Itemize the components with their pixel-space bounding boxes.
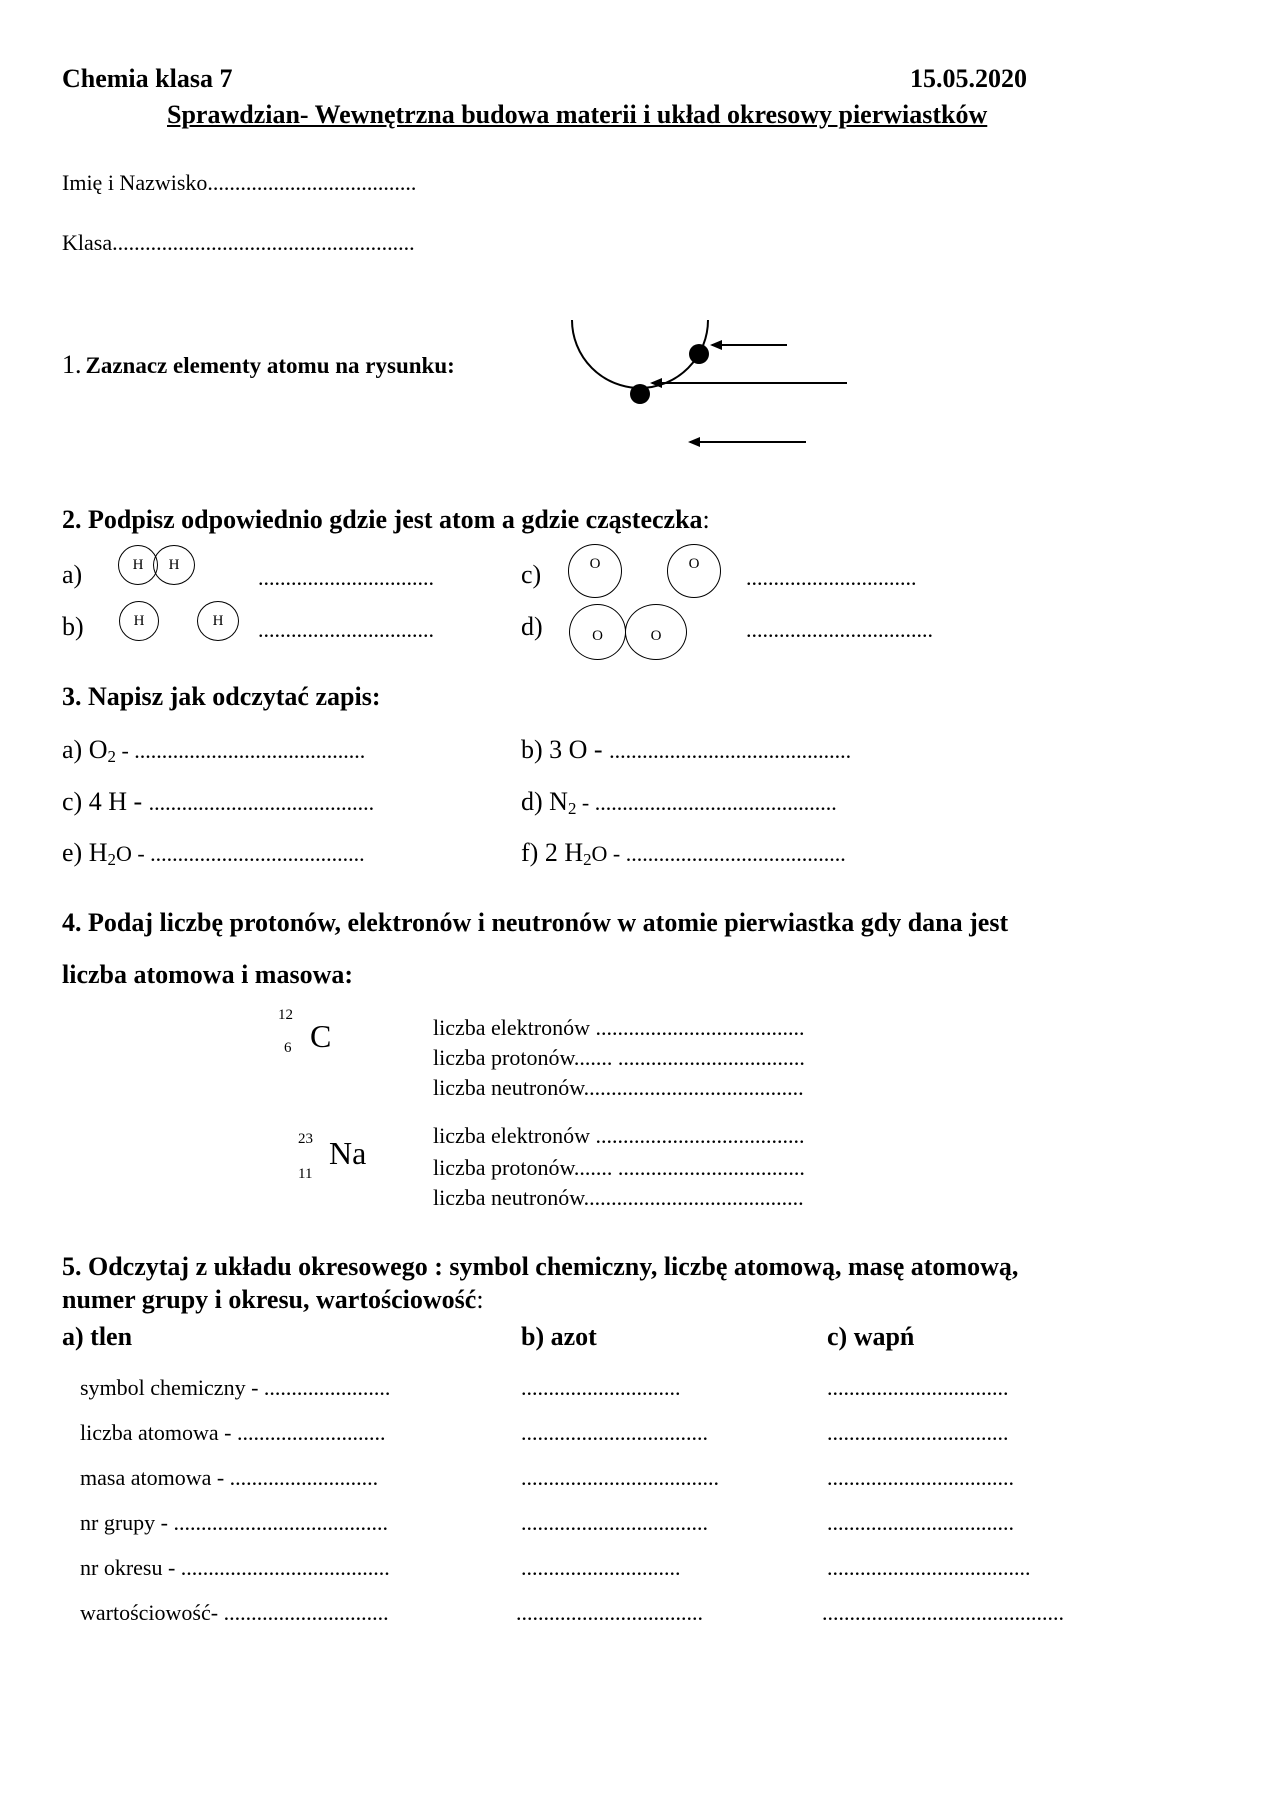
q2-item-a-label: a) (62, 560, 83, 589)
q5-row-symbol-b: ............................. (521, 1375, 681, 1400)
q5-row-mass-c: .................................. (827, 1465, 1014, 1490)
q2-item-a-blank: ................................ (258, 565, 434, 590)
class-field-label: Klasa....................................................... (62, 230, 415, 255)
carbon-neutrons: liczba neutronów........................................ (433, 1075, 804, 1100)
q2-item-b-label: b) (62, 612, 84, 641)
hydrogen-atom: H (153, 545, 195, 585)
hydrogen-atom: H (118, 545, 158, 585)
q3-item-b: b) 3 O - ............................................ (521, 735, 852, 764)
q5-row-valence-a: wartościowość- .............................. (80, 1600, 389, 1625)
q5-row-group-a: nr grupy - ....................................... (80, 1510, 388, 1535)
date-text: 15.05.2020 (910, 64, 1027, 93)
nucleus-dot (630, 384, 650, 404)
q5-row-period-b: ............................. (521, 1555, 681, 1580)
q2-item-c-blank: ............................... (746, 565, 917, 590)
question-4-title-line1: 4. Podaj liczbę protonów, elektronów i neutronów w atomie pierwiastka gdy dana jest (62, 908, 1009, 937)
carbon-electrons: liczba elektronów ...................................... (433, 1015, 805, 1040)
question-1-text: Zaznacz elementy atomu na rysunku: (85, 353, 455, 378)
name-field-label: Imię i Nazwisko...................................... (62, 170, 417, 195)
question-4-title-line2: liczba atomowa i masowa: (62, 960, 354, 989)
q5-row-symbol-c: ................................. (827, 1375, 1009, 1400)
question-2-text: 2. Podpisz odpowiednio gdzie jest atom a gdzie cząsteczka (62, 505, 703, 534)
q2-item-d-blank: .................................. (746, 617, 933, 642)
sodium-neutrons: liczba neutronów........................................ (433, 1185, 804, 1210)
subject-heading: Chemia klasa 7 (62, 64, 233, 93)
q3-item-a: a) $O_2$ - .......................................... (62, 735, 366, 767)
q5-column-c: c) wapń (827, 1322, 915, 1351)
q5-row-group-b: .................................. (521, 1510, 708, 1535)
q3-item-d: d) $N_2$ - ............................................ (521, 787, 837, 819)
oxygen-atom: O (569, 604, 626, 660)
question-1-number: 1. (62, 350, 82, 379)
hydrogen-atom: H (119, 601, 159, 641)
q2-item-c-label: c) (521, 560, 542, 589)
carbon-symbol: C (310, 1018, 332, 1054)
q5-row-atomic-b: .................................. (521, 1420, 708, 1445)
test-title: Sprawdzian- Wewnętrzna budowa materii i układ okresowy pierwiastków (167, 100, 988, 129)
q5-row-valence-c: ............................................ (822, 1600, 1064, 1625)
question-2-title (62, 505, 710, 535)
q5-column-a: a) tlen (62, 1322, 133, 1351)
question-5-title-line1: 5. Odczytaj z układu okresowego : symbol chemiczny, liczbę atomową, masę atomową, (62, 1252, 1019, 1281)
question-2-colon: : (702, 505, 710, 534)
q5-row-symbol-a: symbol chemiczny - ....................... (80, 1375, 391, 1400)
atom-shell (572, 320, 708, 388)
oxygen-atom: O (568, 544, 622, 598)
carbon-atomic-number: 6 (284, 1040, 292, 1056)
sodium-symbol: Na (329, 1135, 367, 1171)
q5-row-valence-b: .................................. (516, 1600, 703, 1625)
q3-item-f: f) 2 $H_2O$ - ........................................ (521, 838, 846, 870)
electron-dot (689, 344, 709, 364)
sodium-mass-number: 23 (298, 1131, 313, 1147)
carbon-mass-number: 12 (278, 1007, 293, 1023)
oxygen-atom: O (667, 544, 721, 598)
hydrogen-atom: H (197, 601, 239, 641)
carbon-protons: liczba protonów....... .................................. (433, 1045, 805, 1070)
q5-row-group-c: .................................. (827, 1510, 1014, 1535)
q2-item-d-label: d) (521, 612, 543, 641)
q5-row-period-c: ..................................... (827, 1555, 1031, 1580)
q3-item-c: c) 4 H - ......................................... (62, 787, 375, 816)
sodium-atomic-number: 11 (298, 1166, 313, 1182)
q5-row-period-a: nr okresu - ...................................... (80, 1555, 390, 1580)
q5-row-atomic-a: liczba atomowa - ........................... (80, 1420, 386, 1445)
q3-item-e: e) $H_2O$ - ....................................... (62, 838, 365, 870)
q5-row-atomic-c: ................................. (827, 1420, 1009, 1445)
sodium-protons: liczba protonów....... .................................. (433, 1155, 805, 1180)
question-5-title-line2: numer grupy i okresu, wartościowość: (62, 1285, 484, 1314)
question-3-title: 3. Napisz jak odczytać zapis: (62, 682, 381, 711)
q5-column-b: b) azot (521, 1322, 597, 1351)
atom-diagram (560, 320, 860, 470)
q5-row-mass-a: masa atomowa - ........................... (80, 1465, 379, 1490)
q2-item-b-blank: ................................ (258, 617, 434, 642)
q5-row-mass-b: .................................... (521, 1465, 719, 1490)
question-1 (62, 350, 455, 380)
oxygen-atom: O (625, 604, 687, 660)
sodium-electrons: liczba elektronów ...................................... (433, 1123, 805, 1148)
